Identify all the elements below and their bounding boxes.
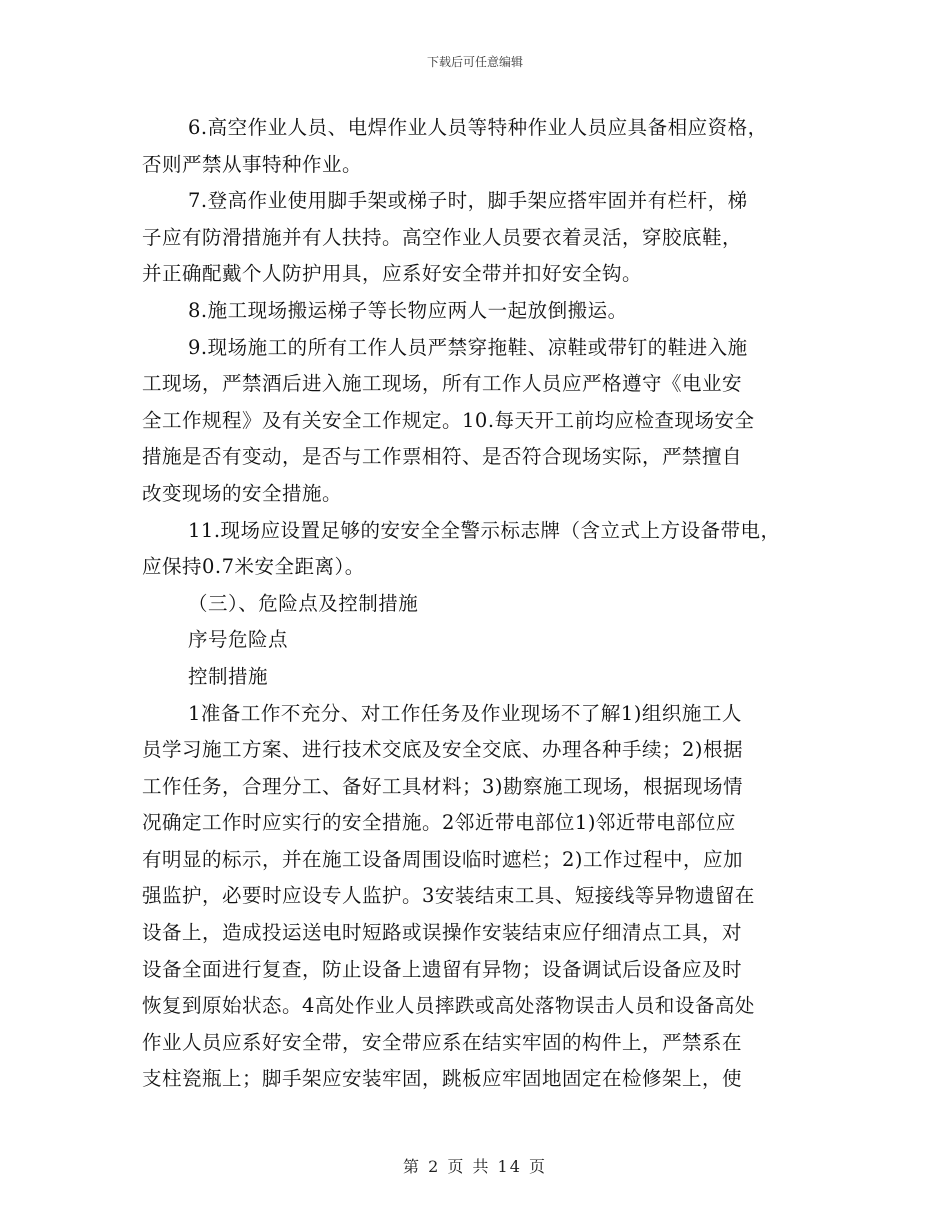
text-line: 支柱瓷瓶上；脚手架应安装牢固，跳板应牢固地固定在检修架上，使 — [142, 1067, 743, 1091]
text-line: 否则严禁从事特种作业。 — [142, 152, 363, 176]
text-line: 工作任务，合理分工、备好工具材料；3)勘察施工现场，根据现场情 — [142, 774, 744, 798]
text-line: 子应有防滑措施并有人扶持。高空作业人员要衣着灵活，穿胶底鞋， — [142, 225, 743, 249]
text-line: 9.现场施工的所有工作人员严禁穿拖鞋、凉鞋或带钉的鞋进入施 — [188, 335, 748, 359]
text-line: 并正确配戴个人防护用具，应系好安全带并扣好安全钩。 — [142, 262, 643, 286]
text-line: 7.登高作业使用脚手架或梯子时，脚手架应搭牢固并有栏杆，梯 — [188, 189, 748, 213]
document-body — [142, 110, 810, 1098]
text-line: 恢复到原始状态。4高处作业人员摔跌或高处落物误击人员和设备高处 — [142, 994, 755, 1018]
text-line: （三）、危险点及控制措施 — [188, 591, 419, 615]
text-line: 8.施工现场搬运梯子等长物应两人一起放倒搬运。 — [188, 298, 628, 322]
text-line: 设备上，造成投运送电时短路或误操作安装结束应仔细清点工具，对 — [142, 921, 743, 945]
text-line: 应保持0.7米安全距离）。 — [142, 555, 365, 579]
text-line: 强监护，必要时应设专人监护。3安装结束工具、短接线等异物遗留在 — [142, 884, 755, 908]
header-note: 下载后可任意编辑 — [426, 55, 523, 69]
text-line: 改变现场的安全措施。 — [142, 481, 343, 505]
text-line: 控制措施 — [188, 664, 269, 688]
text-line: 1准备工作不充分、对工作任务及作业现场不了解1)组织施工人 — [188, 701, 742, 725]
text-line: 工现场，严禁酒后进入施工现场，所有工作人员应严格遵守《电业安 — [142, 372, 743, 396]
text-line: 况确定工作时应实行的安全措施。2邻近带电部位1)邻近带电部位应 — [142, 811, 736, 835]
text-line: 11.现场应设置足够的安安全全警示标志牌（含立式上方设备带电， — [188, 518, 781, 542]
text-line: 6.高空作业人员、电焊作业人员等特种作业人员应具备相应资格， — [188, 116, 768, 139]
text-line: 设备全面进行复查，防止设备上遗留有异物；设备调试后设备应及时 — [142, 957, 743, 981]
text-line: 作业人员应系好安全带，安全带应系在结实牢固的构件上，严禁系在 — [142, 1030, 743, 1054]
text-line: 措施是否有变动，是否与工作票相符、是否符合现场实际，严禁擅自 — [142, 445, 743, 469]
text-line: 序号危险点 — [188, 628, 289, 652]
page-number-footer: 第 2 页 共 14 页 — [403, 1157, 547, 1176]
text-line: 员学习施工方案、进行技术交底及安全交底、办理各种手续；2)根据 — [142, 738, 744, 762]
text-line: 有明显的标示，并在施工设备周围设临时遮栏；2)工作过程中，应加 — [142, 847, 744, 871]
text-line: 全工作规程》及有关安全工作规定。10.每天开工前均应检查现场安全 — [142, 408, 755, 432]
